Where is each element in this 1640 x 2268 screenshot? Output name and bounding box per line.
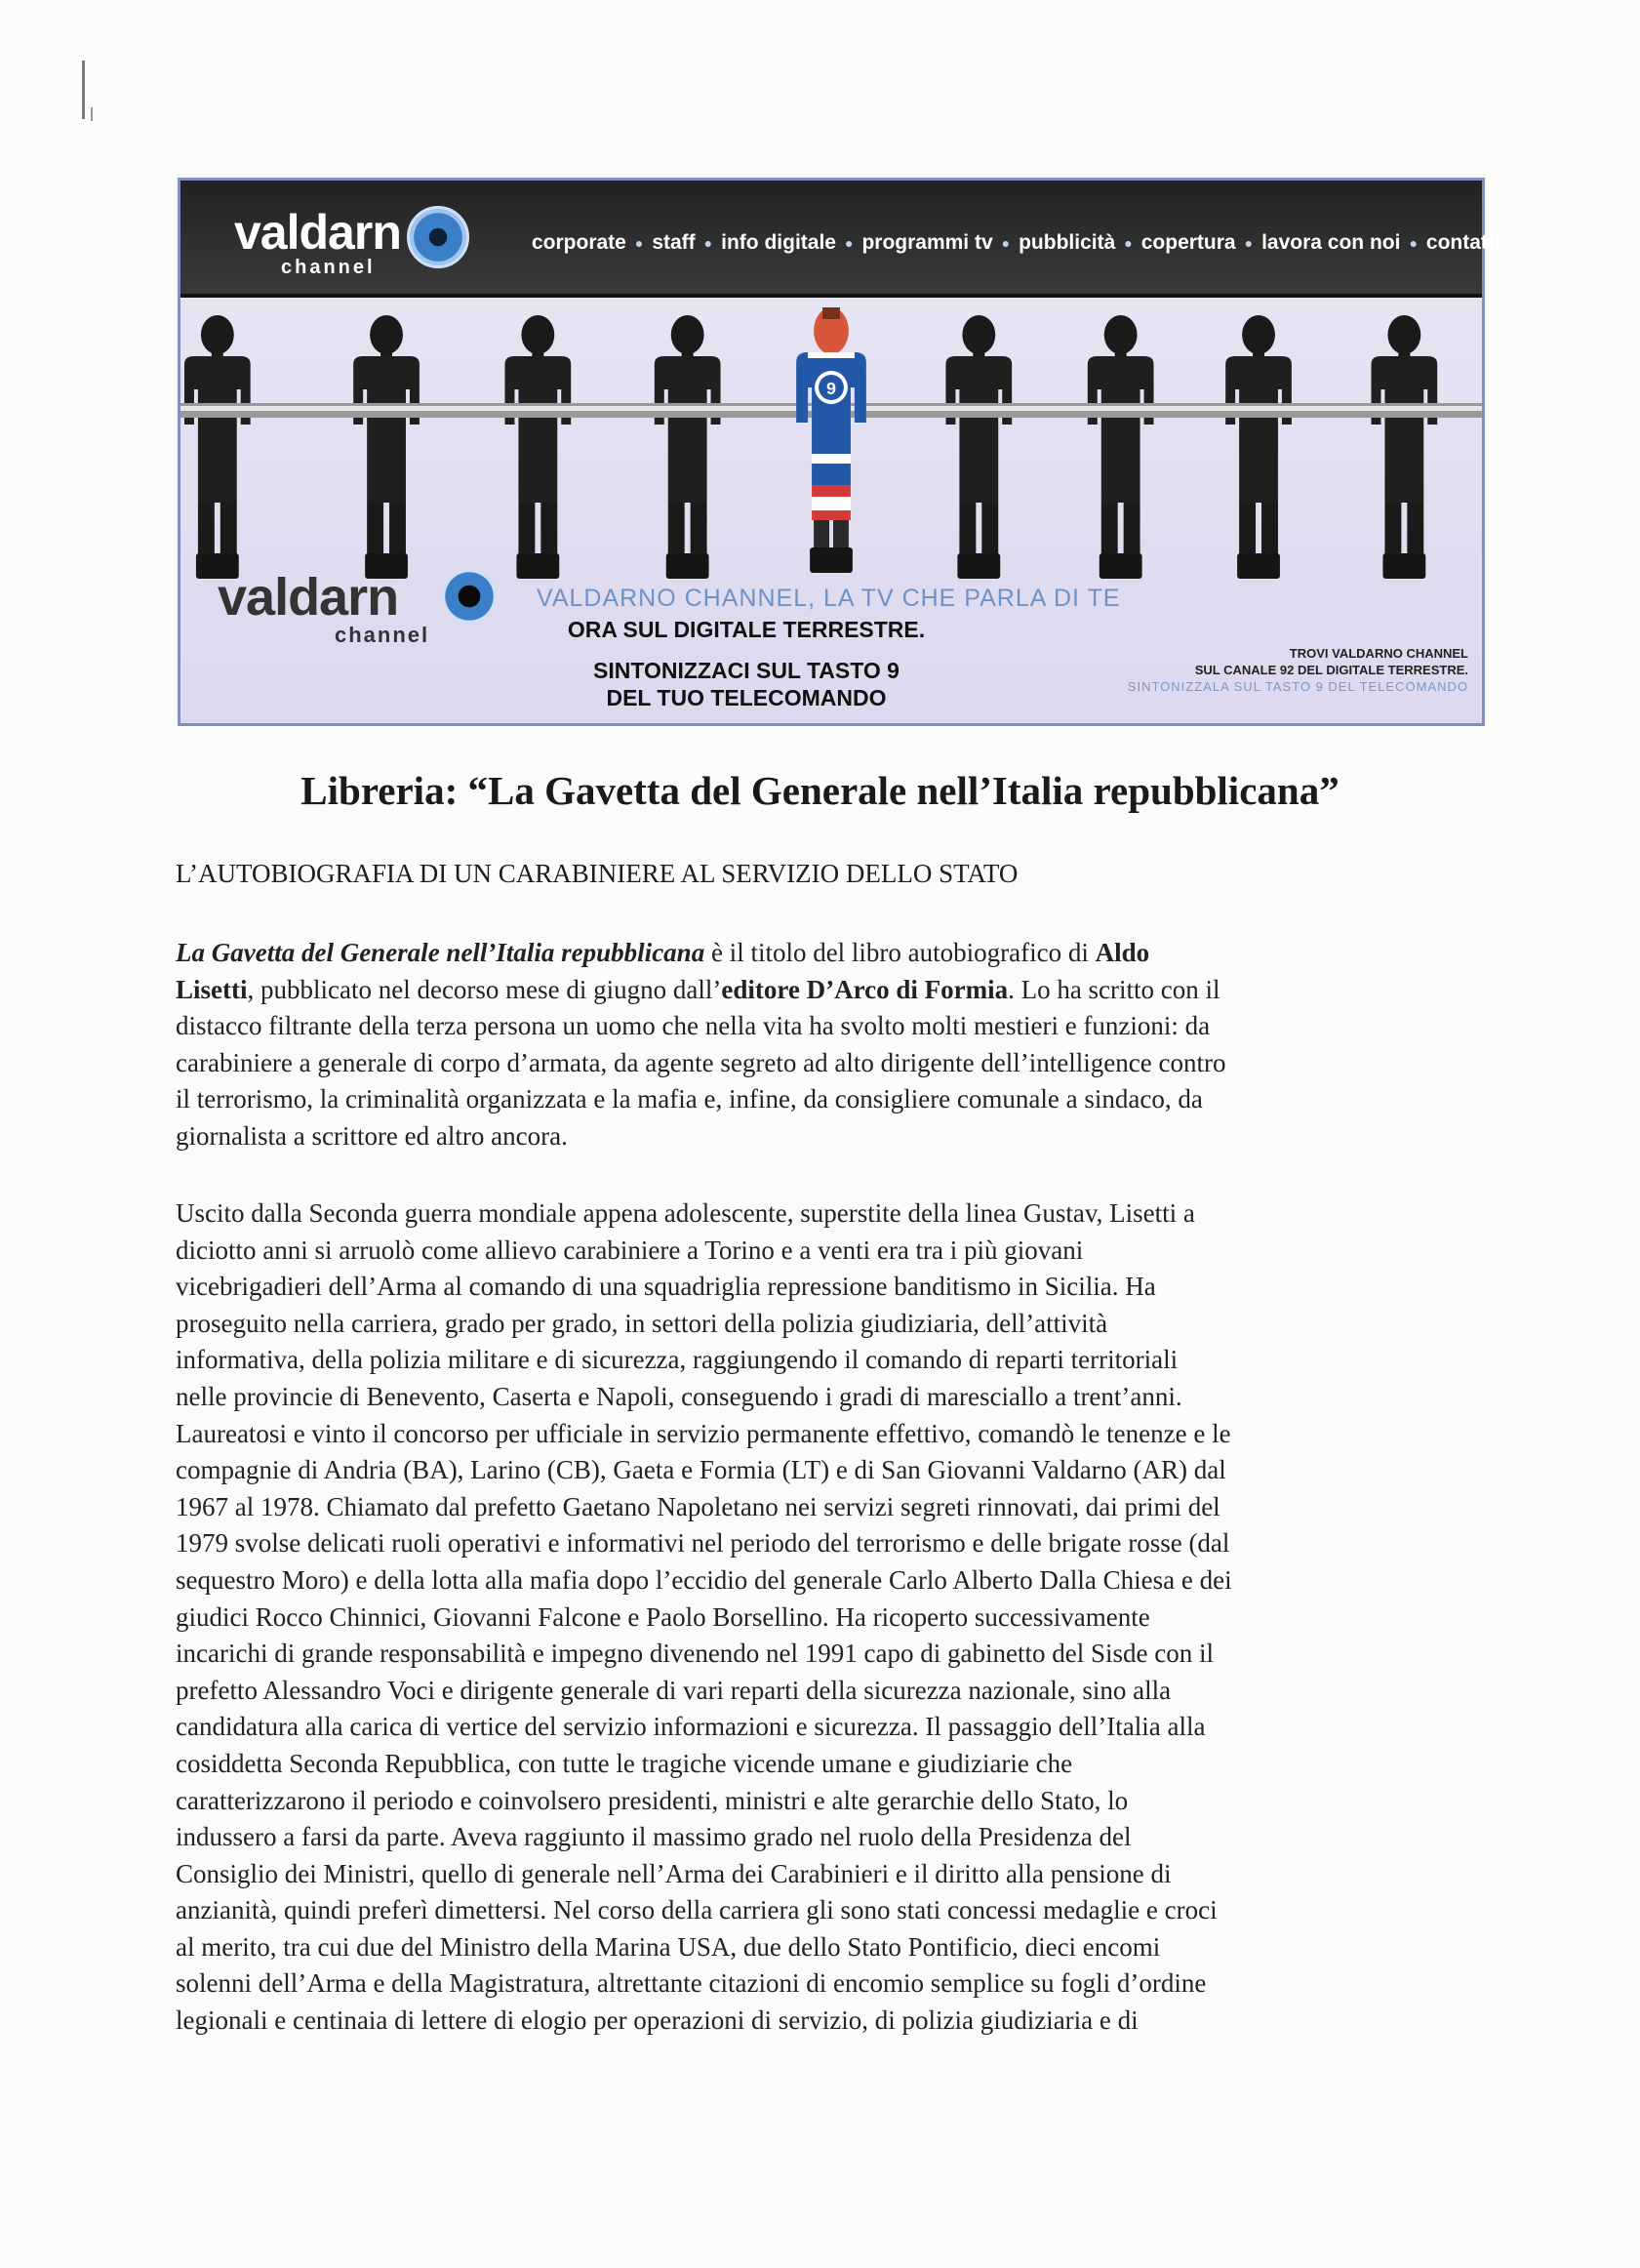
- paragraph-line: incarichi di grande responsabilità e impegno divenendo nel 1991 capo di gabinetto del Sisde con il: [176, 1639, 1214, 1669]
- logo-brand-text: valdarn: [234, 205, 401, 260]
- paragraph-line: 1979 svolse delicati ruoli operativi e informativi nel periodo del terrorismo e delle brigate rosse (dal: [176, 1528, 1230, 1559]
- nav-item-staff[interactable]: staff: [652, 231, 696, 254]
- bullet-icon: ●: [1244, 235, 1254, 252]
- scan-artifact: [82, 61, 85, 119]
- banner-nav: [532, 231, 1500, 255]
- advertising-banner: [178, 178, 1500, 726]
- paragraph-line: giudici Rocco Chinnici, Giovanni Falcone e Paolo Borsellino. Ha ricoperto successivamente: [176, 1601, 1150, 1632]
- publisher: editore D’Arco di Formia: [721, 974, 1009, 1004]
- eye-logo-icon: [442, 569, 497, 624]
- banner-tagline: VALDARNO CHANNEL, LA TV CHE PARLA DI TE: [537, 585, 1121, 612]
- paragraph-line: prefetto Alessandro Voci e dirigente generale di vari reparti della sicurezza nazionale, sino alla: [176, 1675, 1172, 1705]
- foosball-player-icon: [945, 315, 1012, 579]
- logo2-brand-text: valdarn: [218, 568, 399, 627]
- paragraph-line: sequestro Moro) e della lotta alla mafia dopo l’eccidio del generale Carlo Alberto Dalla Chiesa e dei: [176, 1564, 1232, 1595]
- featured-player-icon: [796, 307, 866, 573]
- nav-item-pubblicita[interactable]: pubblicità: [1019, 231, 1116, 254]
- nav-item-corporate[interactable]: corporate: [532, 231, 626, 254]
- bullet-icon: ●: [1409, 235, 1418, 252]
- channel-note-line: SUL CANALE 92 DEL DIGITALE TERRESTRE.: [1194, 663, 1468, 677]
- book-title: La Gavetta del Generale nell’Italia repubblicana: [176, 938, 705, 967]
- paragraph-line: 1967 al 1978. Chiamato dal prefetto Gaetano Napoletano nei servizi segreti rinnovati, dai primi del: [176, 1491, 1220, 1521]
- paragraph-line: nelle provincie di Benevento, Caserta e Napoli, conseguendo i gradi di maresciallo a trent’anni.: [176, 1381, 1182, 1411]
- foosball-players-illustration: [180, 298, 1482, 590]
- paragraph-line: La Gavetta del Generale nell’Italia repubblicana è il titolo del libro autobiografico di Aldo: [176, 938, 1150, 967]
- paragraph-line: il terrorismo, la criminalità organizzata e la mafia e, infine, da consigliere comunale a sindaco, da: [176, 1084, 1203, 1114]
- paragraph-line: informativa, della polizia militare e di sicurezza, raggiungendo il comando di reparti territoriali: [176, 1345, 1179, 1375]
- paragraph-line: giornalista a scrittore ed altro ancora.: [176, 1120, 568, 1151]
- paragraph-line: diciotto anni si arruolò come allievo carabiniere a Torino e a venti era tra i più giovani: [176, 1235, 1084, 1265]
- banner-call-to-action: [541, 616, 951, 711]
- paragraph-line: indussero a farsi da parte. Aveva raggiunto il massimo grado nel ruolo della Presidenza del: [176, 1822, 1132, 1852]
- paragraph-line: Laureatosi e vinto il concorso per ufficiale in servizio permanente effettivo, comandò le tenenze e le: [176, 1418, 1231, 1448]
- foosball-player-icon: [1372, 315, 1438, 579]
- valdarno-logo-secondary: [218, 568, 430, 647]
- article-title: Libreria: “La Gavetta del Generale nell’Italia repubblicana”: [300, 768, 1340, 813]
- foosball-player-icon: [655, 315, 721, 579]
- foosball-player-icon: [1225, 315, 1292, 579]
- logo-sub-text: channel: [281, 257, 376, 278]
- article-paragraph-1: [176, 935, 1473, 1155]
- paragraph-line: solenni dell’Arma e della Magistratura, altrettante citazioni di encomio semplice su fogli d’ordine: [176, 1968, 1207, 1999]
- bullet-icon: ●: [1124, 235, 1133, 252]
- nav-item-info-digitale[interactable]: info digitale: [721, 231, 836, 254]
- bullet-icon: ●: [634, 235, 644, 252]
- nav-item-copertura[interactable]: copertura: [1140, 231, 1236, 254]
- paragraph-line: proseguito nella carriera, grado per grado, in settori della polizia giudiziaria, dell’attività: [176, 1308, 1108, 1338]
- scan-artifact: [91, 107, 93, 121]
- eye-logo-icon: [407, 206, 469, 268]
- bullet-icon: ●: [703, 235, 713, 252]
- bullet-icon: ●: [1001, 235, 1011, 252]
- valdarno-logo: [234, 205, 401, 278]
- paragraph-line: carabiniere a generale di corpo d’armata, da agente segreto ad alto dirigente dell’intelligence contro: [176, 1047, 1226, 1077]
- paragraph-line: legionali e centinaia di lettere di elogio per operazioni di servizio, di polizia giudiziaria e di: [176, 2005, 1139, 2036]
- cta-line: SINTONIZZACI SUL TASTO 9: [593, 658, 900, 683]
- paragraph-line: anzianità, quindi preferì dimettersi. Nel corso della carriera gli sono stati concessi medaglie e croci: [176, 1895, 1218, 1925]
- nav-item-contatti[interactable]: contatti: [1425, 231, 1500, 254]
- paragraph-line: cosiddetta Seconda Repubblica, con tutte le tragiche vicende umane e giudiziarie che: [176, 1748, 1073, 1778]
- jersey-number: 9: [826, 378, 836, 399]
- paragraph-line: Uscito dalla Seconda guerra mondiale appena adolescente, superstite della linea Gustav, Lisetti a: [176, 1198, 1195, 1228]
- channel-note-line: SINTONIZZALA SUL TASTO 9 DEL TELECOMANDO: [1127, 679, 1468, 694]
- foosball-player-icon: [505, 315, 572, 579]
- paragraph-line: candidatura alla carica di vertice del servizio informazioni e sicurezza. Il passaggio dell’Italia alla: [176, 1712, 1206, 1742]
- foosball-player-icon: [1088, 315, 1154, 579]
- channel-note: [1128, 645, 1468, 695]
- paragraph-line: Lisetti, pubblicato nel decorso mese di giugno dall’editore D’Arco di Formia. Lo ha scritto con il: [176, 974, 1220, 1004]
- author-surname: Lisetti: [176, 974, 248, 1004]
- channel-note-line: TROVI VALDARNO CHANNEL: [1289, 646, 1468, 661]
- paragraph-line: vicebrigadieri dell’Arma al comando di una squadriglia repressione banditismo in Sicilia. Ha: [176, 1272, 1156, 1302]
- author-name: Aldo: [1095, 938, 1150, 967]
- article-subtitle: L’AUTOBIOGRAFIA DI UN CARABINIERE AL SERVIZIO DELLO STATO: [176, 859, 1019, 888]
- paragraph-line: Consiglio dei Ministri, quello di generale nell’Arma dei Carabinieri e il diritto alla pensione di: [176, 1858, 1172, 1888]
- nav-item-programmi-tv[interactable]: programmi tv: [861, 231, 993, 254]
- article-paragraph-2: [176, 1195, 1473, 2040]
- bullet-icon: ●: [844, 235, 854, 252]
- paragraph-line: compagnie di Andria (BA), Larino (CB), Gaeta e Formia (LT) e di San Giovanni Valdarno (AR) dal: [176, 1455, 1226, 1485]
- paragraph-line: distacco filtrante della terza persona un uomo che nella vita ha svolto molti mestieri e funzioni: da: [176, 1011, 1211, 1041]
- banner-header-bar: [180, 181, 1500, 298]
- cta-line: DEL TUO TELECOMANDO: [606, 685, 887, 710]
- foosball-player-icon: [184, 315, 251, 579]
- paragraph-line: al merito, tra cui due del Ministro della Marina USA, due dello Stato Pontificio, dieci encomi: [176, 1931, 1161, 1962]
- nav-item-lavora-con-noi[interactable]: lavora con noi: [1261, 231, 1401, 254]
- cta-line: ORA SUL DIGITALE TERRESTRE.: [567, 617, 926, 642]
- logo2-sub-text: channel: [335, 623, 430, 647]
- foosball-player-icon: [353, 315, 420, 579]
- paragraph-line: caratterizzarono il periodo e coinvolsero presidenti, ministri e alte gerarchie dello Stato, lo: [176, 1785, 1129, 1815]
